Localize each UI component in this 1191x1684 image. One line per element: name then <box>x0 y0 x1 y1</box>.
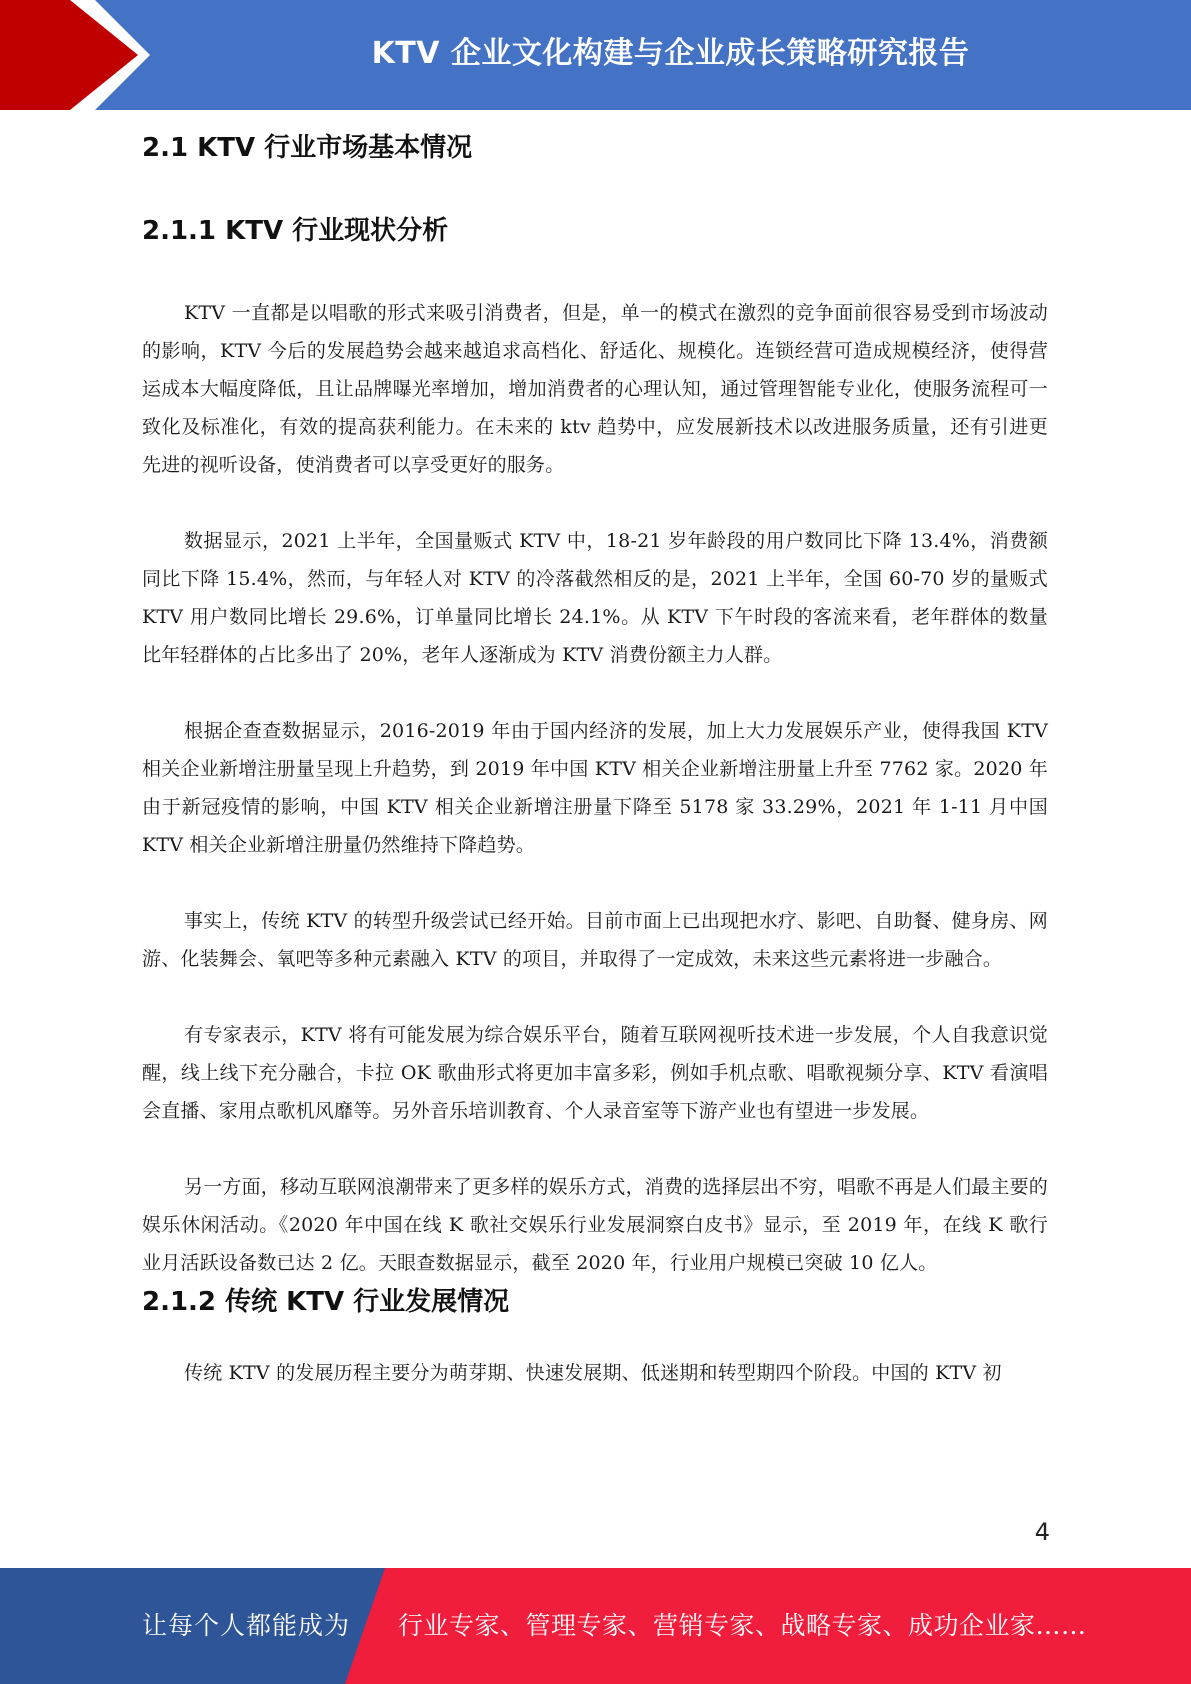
section-heading-2-1-1: 2.1.1 KTV 行业现状分析 <box>142 216 449 246</box>
page-header <box>0 0 1191 110</box>
paragraph: 另一方面，移动互联网浪潮带来了更多样的娱乐方式，消费的选择层出不穷，唱歌不再是人们最主要的娱乐休闲活动。《2020 年中国在线 K 歌社交娱乐行业发展洞察白皮书》显示，至 2019 年，在线 K 歌行业月活跃设备数已达 2 亿。天眼查数据显示，截至 2020 年，行业用户规模已突破 10 亿人。 <box>142 1176 1049 1274</box>
footer-slogan-left: 让每个人都能成为 <box>142 1611 351 1640</box>
page-footer <box>0 1568 1191 1684</box>
page-content <box>142 120 1048 1392</box>
paragraph: 有专家表示，KTV 将有可能发展为综合娱乐平台，随着互联网视听技术进一步发展，个人自我意识觉醒，线上线下充分融合，卡拉 OK 歌曲形式将更加丰富多彩，例如手机点歌、唱歌视频分享、KTV 看演唱会直播、家用点歌机风靡等。另外音乐培训教育、个人录音室等下游产业也有望进一步发展。 <box>142 1024 1048 1122</box>
header-chevron-icon <box>0 0 138 110</box>
footer-slogan-right: 行业专家、管理专家、营销专家、战略专家、成功企业家…… <box>398 1611 1087 1640</box>
paragraph: 数据显示，2021 上半年，全国量贩式 KTV 中，18-21 岁年龄段的用户数同比下降 13.4%，消费额同比下降 15.4%，然而，与年轻人对 KTV 的冷落截然相反的是，2021 上半年，全国 60-70 岁的量贩式 KTV 用户数同比增长 29.6%，订单量同比增长 24.1%。从 KTV 下午时段的客流来看，老年群体的数量比年轻群体的占比多出了 20%，老年人逐渐成为 KTV 消费份额主力人群。 <box>142 530 1048 666</box>
page-number: 4 <box>1034 1518 1050 1546</box>
paragraph: 根据企查查数据显示，2016-2019 年由于国内经济的发展，加上大力发展娱乐产业，使得我国 KTV 相关企业新增注册量呈现上升趋势，到 2019 年中国 KTV 相关企业新增注册量上升至 7762 家。2020 年由于新冠疫情的影响，中国 KTV 相关企业新增注册量下降至 5178 家 33.29%，2021 年 1-11 月中国 KTV 相关企业新增注册量仍然维持下降趋势。 <box>142 720 1048 856</box>
paragraph: KTV 一直都是以唱歌的形式来吸引消费者，但是，单一的模式在激烈的竞争面前很容易受到市场波动的影响，KTV 今后的发展趋势会越来越追求高档化、舒适化、规模化。连锁经营可造成规模经济，使得营运成本大幅度降低，且让品牌曝光率增加，增加消费者的心理认知，通过管理智能专业化，使服务流程可一致化及标准化，有效的提高获利能力。在未来的 ktv 趋势中，应发展新技术以改进服务质量，还有引进更先进的视听设备，使消费者可以享受更好的服务。 <box>142 302 1048 476</box>
paragraph: 传统 KTV 的发展历程主要分为萌芽期、快速发展期、低迷期和转型期四个阶段。中国的 KTV 初 <box>184 1362 1002 1384</box>
section-heading-2-1: 2.1 KTV 行业市场基本情况 <box>142 133 473 163</box>
paragraph: 事实上，传统 KTV 的转型升级尝试已经开始。目前市面上已出现把水疗、影吧、自助餐、健身房、网游、化装舞会、氧吧等多种元素融入 KTV 的项目，并取得了一定成效，未来这些元素将进一步融合。 <box>142 910 1048 970</box>
document-title: KTV 企业文化构建与企业成长策略研究报告 <box>371 36 970 71</box>
section-heading-2-1-2: 2.1.2 传统 KTV 行业发展情况 <box>142 1287 510 1317</box>
